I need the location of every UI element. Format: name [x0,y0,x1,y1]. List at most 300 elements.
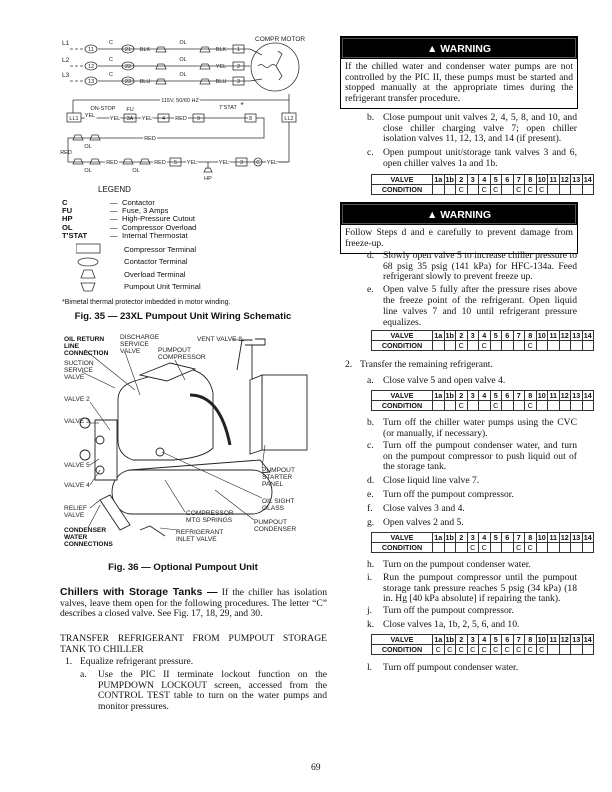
valve-condition [456,543,468,553]
valve-condition [582,185,594,195]
step-item [367,417,577,439]
valve-condition: C [456,185,468,195]
valve-condition [571,645,583,655]
ll2-terminal: LL2 [284,116,294,122]
valve-condition: C [456,401,468,411]
step-item [367,284,577,328]
pumpout-terminal-symbol [76,281,124,293]
valve-condition [536,543,548,553]
step-marker: f. [367,503,373,514]
step-marker: j. [367,605,373,616]
valve-number: 10 [537,391,546,400]
valve-table [371,532,594,553]
valve-table [371,330,594,351]
valve-number: 3 [467,391,479,401]
step-text: Turn on the pumpout condenser water. [383,559,531,570]
tstat-label: T'STAT [219,105,237,111]
ol-label: OL [84,168,92,174]
contactor-terminal-symbol [76,256,124,268]
line-label: L1 [62,40,70,47]
condition-row [372,543,594,553]
valve-number: 8 [525,391,537,401]
legend [62,199,196,240]
valve-condition: C [479,185,491,195]
contactor-label: C [109,57,113,63]
step-marker: 2. [345,359,353,370]
condition-row [372,185,594,195]
step-marker: a. [367,375,374,386]
warning-triangle-icon: ▲ [426,43,441,55]
wire-label: RED [144,136,156,142]
wire-label: BLK [215,47,227,53]
valve-number: 2 [456,635,468,645]
wire-label: YEL [109,116,121,122]
legend-symbol-row [62,243,201,256]
valve-condition: C [456,341,468,351]
valve-condition: C [490,401,502,411]
valve-header-label: VALVE [372,175,433,185]
ll1-terminal: LL1 [69,116,79,122]
step-text: Turn off pumpout condenser water. [383,662,519,673]
step-text: Turn off the pumpout compressor. [383,605,514,616]
ol-label: OL [179,40,187,46]
wire-label: RED [60,150,72,156]
legend-key: C [62,198,68,207]
condition-row [372,401,594,411]
valve-condition [433,185,445,195]
valve-number: 3 [467,331,479,341]
valve-table [371,390,594,411]
valve-condition [502,543,514,553]
valve-number: 1a [434,175,443,184]
valve-number: 3 [467,635,479,645]
step-item [367,440,577,473]
step-item [367,489,577,501]
valve-number: 3 [467,175,479,185]
step-item [367,517,577,529]
step-text: Close liquid line valve 7. [383,475,480,486]
valve-condition [536,401,548,411]
label-valve-3: VALVE 3 [64,418,90,425]
valve-number: 6 [502,331,514,341]
warning-header [341,203,577,225]
valve-number: 2 [456,533,468,543]
step-item [367,572,577,605]
step-text: Close valves 3 and 4. [383,503,465,514]
motor-terminal: 1 [236,47,241,53]
valve-number: 1b [445,533,454,542]
legend-dash: — [110,206,118,216]
step-text: Open valves 2 and 5. [383,517,464,528]
label-discharge-valve: DISCHARGE SERVICE VALVE [120,334,160,355]
valve-condition [502,185,514,195]
valve-condition: C [479,645,491,655]
step-text: Run the pumpout compressor until the pumpout storage tank pressure reaches 5 psig (34 kPa) (18 in. Hg [40 kPa absolute] if repairing the tank). [383,572,577,605]
legend-key: HP [62,214,73,224]
valve-condition: C [536,185,548,195]
valve-table [371,174,594,195]
condition-label: CONDITION [372,543,433,553]
valve-header-label: VALVE [372,331,433,341]
valve-number: 4 [479,533,491,543]
contactor-terminal: 12 [87,64,95,70]
step-item [367,250,577,283]
step-text: Use the PIC II terminate lockout function on the PUMPDOWN LOCKOUT screen, accessed from the CONTROL TEST table to turn on the water pumps and monitor pressures. [98,669,327,712]
valve-condition [582,645,594,655]
valve-condition [548,341,560,351]
valve-number: 6 [502,175,514,185]
valve-number: 6 [502,533,514,543]
legend-desc: Contactor Terminal [124,257,188,267]
valve-table [371,634,594,655]
valve-number: 1a [434,635,443,644]
procedure-title: TRANSFER REFRIGERANT FROM PUMPOUT STORAGE TANK TO CHILLER [60,633,327,655]
step-marker: c. [367,440,374,451]
valve-number: 8 [525,331,537,341]
wire-label: BLK [139,47,151,53]
line-label: L2 [62,57,70,64]
label-condenser-water: CONDENSER WATER CONNECTIONS [64,527,113,548]
step-marker: d. [367,475,375,486]
valve-number: 4 [479,331,491,341]
valve-number: 4 [479,175,491,185]
legend-dash: — [110,230,118,240]
label-mtg-springs: COMPRESSOR MTG SPRINGS [186,510,234,524]
valve-condition [467,185,479,195]
legend-symbol-row [62,268,201,281]
legend-title: LEGEND [98,185,131,194]
valve-condition [513,341,525,351]
valve-number: 4 [479,635,491,645]
condition-label: CONDITION [372,401,433,411]
wire-label: BLU [139,79,151,85]
hp-label: HP [204,176,212,182]
valve-condition [444,185,456,195]
step-item [367,147,577,169]
label-inlet-valve: REFRIGERANT INLET VALVE [176,529,224,543]
step-item [367,605,577,617]
valve-condition: C [502,645,514,655]
valve-condition: C [490,645,502,655]
valve-header-row [372,391,594,401]
valve-condition [582,543,594,553]
valve-number: 11 [549,331,558,340]
section-heading: Chillers with Storage Tanks — [60,586,218,598]
wiring-schematic [0,0,330,190]
valve-number: 5 [490,331,502,341]
valve-condition [548,645,560,655]
contactor-terminal: 11 [88,47,94,53]
valve-header-label: VALVE [372,635,433,645]
valve-number: 7 [513,175,525,185]
valve-header-row [372,533,594,543]
valve-number: 14 [583,391,592,400]
contactor-terminal: 22 [124,64,132,70]
fig36-caption: Fig. 36 — Optional Pumpout Unit [108,562,258,573]
wire-label: YEL [218,160,230,166]
valve-condition [433,543,445,553]
legend-desc: Fuse, 3 Amps [122,206,169,216]
valve-condition: C [513,543,525,553]
valve-number: 2 [456,331,468,341]
condition-label: CONDITION [372,341,433,351]
valve-condition [433,341,445,351]
step-item [367,375,577,387]
warning-header [341,37,577,59]
compressor-terminal-symbol [76,243,124,255]
valve-number: 6 [502,391,514,401]
valve-number: 7 [513,533,525,543]
valve-condition [559,341,571,351]
label-pumpout-compressor: PUMPOUT COMPRESSOR [158,347,206,361]
on-stop-switch-label: ON-STOP [90,106,116,112]
valve-number: 6 [502,635,514,645]
valve-number: 5 [490,635,502,645]
condition-row [372,645,594,655]
step-marker: g. [367,517,375,528]
valve-number: 8 [525,635,537,645]
contactor-coil: C [256,160,260,166]
fuse-value: 3A [126,116,134,122]
step-marker: h. [367,559,375,570]
valve-condition: C [479,341,491,351]
step-item [345,359,577,371]
valve-condition [548,401,560,411]
fuse-label: FU [126,107,134,113]
step-item [367,619,577,631]
warning-box [340,36,578,109]
valve-number: 13 [572,635,581,644]
label-oil-sight-glass: OIL SIGHT GLASS [262,498,295,512]
compr-motor-label: COMPR MOTOR [255,36,306,43]
legend-dash: — [110,214,118,224]
valve-condition [502,401,514,411]
warning-box [340,202,578,254]
overload-terminal-symbol [76,268,124,280]
valve-condition: C [490,185,502,195]
step-item [367,475,577,487]
page-number: 69 [311,762,321,773]
legend-symbol-row [62,281,201,294]
valve-number: 14 [583,635,592,644]
valve-condition [571,341,583,351]
label-valve-2: VALVE 2 [64,396,90,403]
valve-condition [548,543,560,553]
legend-key: T'STAT [62,230,88,240]
valve-number: 10 [537,331,546,340]
valve-condition: C [513,645,525,655]
valve-number: 11 [549,533,558,542]
valve-number: 5 [490,175,502,185]
valve-condition [467,341,479,351]
step-text: Turn off the chiller water pumps using the CVC (or manually, if necessary). [383,417,577,439]
step-marker: a. [80,669,87,680]
valve-condition [490,341,502,351]
legend-dash: — [110,198,118,207]
label-valve-4: VALVE 4 [64,482,90,489]
step-text: Close pumpout unit valves 2, 4, 5, 8, and 10, and close chiller charging valve 7; open chiller isolation valves 11, 12, 13, and 14 (if present). [383,112,577,145]
valve-number: 5 [490,391,502,401]
step-text: Close valve 5 and open valve 4. [383,375,506,386]
label-relief-valve: RELIEF VALVE [64,505,88,519]
valve-condition [502,341,514,351]
valve-condition [444,543,456,553]
step-marker: b. [367,417,375,428]
wire-label: YEL [141,116,153,122]
legend-desc: High-Pressure Cutout [122,214,196,224]
valve-number: 13 [572,391,581,400]
step-item [367,503,577,515]
valve-condition: C [467,543,479,553]
valve-number: 1b [445,331,454,340]
step-marker: i. [367,572,373,583]
valve-condition [536,341,548,351]
wire-label: RED [154,160,166,166]
valve-condition [433,401,445,411]
valve-number: 12 [560,635,569,644]
valve-header-row [372,175,594,185]
valve-condition: C [525,341,537,351]
step-marker: c. [367,147,374,158]
motor-terminal: 2 [236,64,241,70]
ol-label: OL [179,57,187,63]
terminal-5: 5 [173,160,178,166]
valve-condition [559,543,571,553]
valve-condition [571,543,583,553]
warning-title: WARNING [440,209,492,221]
valve-condition [582,341,594,351]
valve-condition: C [525,543,537,553]
label-starter-panel: PUMPOUT STARTER PANEL [262,467,295,488]
valve-header-row [372,635,594,645]
valve-header-row [372,331,594,341]
valve-condition: C [525,645,537,655]
legend-key: OL [62,222,73,232]
valve-number: 12 [560,331,569,340]
valve-number: 10 [537,635,546,644]
step-marker: e. [367,489,374,500]
condition-row [372,341,594,351]
valve-condition [582,401,594,411]
valve-number: 7 [513,391,525,401]
valve-condition: C [456,645,468,655]
step-marker: k. [367,619,375,630]
valve-condition [479,401,491,411]
valve-number: 12 [560,533,569,542]
valve-condition [571,401,583,411]
legend-dash: — [110,222,118,232]
warning-triangle-icon: ▲ [426,209,441,221]
valve-number: 5 [490,533,502,543]
valve-number: 4 [479,391,491,401]
legend-row [62,232,196,240]
valve-number: 1a [434,331,443,340]
label-oil-return: OIL RETURN LINE CONNECTION [64,336,109,357]
step-text: Close valves 1a, 1b, 2, 5, 6, and 10. [383,619,520,630]
valve-number: 12 [560,175,569,184]
step-text: Turn off the pumpout compressor. [383,489,514,500]
wire-label: RED [106,160,118,166]
valve-number: 2 [456,175,468,185]
warning-text: If the chilled water and condenser water pumps are not controlled by the PIC II, these pumps must be started and stopped manually at the appropriate times during the refrigerant transfer procedure. [345,61,573,104]
valve-number: 10 [537,533,546,542]
contactor-terminal: 13 [87,79,95,85]
step-marker: l. [367,662,373,673]
step-item [367,662,577,674]
label-suction-valve: SUCTION SERVICE VALVE [64,360,94,381]
terminal-8: 8 [248,116,253,122]
valve-condition [513,401,525,411]
valve-condition: C [536,645,548,655]
legend-desc: Compressor Terminal [124,244,197,254]
label-pumpout-condenser: PUMPOUT CONDENSER [254,519,297,533]
wire-label: BLU [215,79,227,85]
legend-key: FU [62,206,73,216]
valve-number: 2 [456,391,468,401]
valve-number: 14 [583,533,592,542]
legend-desc: Overload Terminal [124,269,186,279]
valve-number: 1b [445,391,454,400]
wire-label: YEL [215,64,227,70]
step-text: Slowly open valve 5 to increase chiller pressure to 68 psig 35 psig (141 kPa) for HFC-134a. Feed refrigerant slowly to prevent freeze up. [383,250,577,283]
valve-condition [444,401,456,411]
wire-label: YEL [266,160,278,166]
step-text: Open pumpout unit/storage tank valves 3 and 6, open chiller valves 1a and 1b. [383,147,577,169]
motor-terminal: 3 [236,79,241,85]
terminal-3: 3 [239,160,244,166]
valve-condition [467,401,479,411]
valve-number: 10 [537,175,546,184]
legend-desc: Pumpout Unit Terminal [124,282,201,292]
legend-symbol-row [62,256,201,269]
storage-tanks-intro [60,587,327,620]
valve-number: 7 [513,635,525,645]
warning-title: WARNING [440,43,492,55]
valve-header-label: VALVE [372,533,433,543]
condition-label: CONDITION [372,645,433,655]
legend-desc: Compressor Overload [122,222,197,232]
valve-number: 11 [549,391,558,400]
label-vent-valve: VENT VALVE 8 [197,336,243,343]
valve-header-label: VALVE [372,391,433,401]
supply-label: 115V, 50/60 HZ [161,98,199,104]
ol-label: OL [179,72,187,78]
valve-condition: C [513,185,525,195]
symbol-legend [62,243,201,293]
valve-condition [559,185,571,195]
valve-condition [559,645,571,655]
step-text: Transfer the remaining refrigerant. [360,359,493,370]
contactor-terminal: 21 [124,47,132,53]
valve-number: 11 [549,635,558,644]
step-text: Turn off the pumpout condenser water, and turn on the pumpout compressor to push liquid out of the storage tank. [383,440,577,473]
wire-label: YEL [186,160,198,166]
valve-condition: C [525,185,537,195]
step-text: Equalize refrigerant pressure. [80,656,194,667]
valve-condition: C [525,401,537,411]
valve-condition: C [467,645,479,655]
wire-label: RED [175,116,187,122]
step-item [367,112,577,145]
warning-text: Follow Steps d and e carefully to prevent damage from freeze-up. [345,227,573,249]
ol-label: OL [132,168,140,174]
contactor-label: C [109,72,113,78]
valve-number: 8 [525,533,537,543]
legend-desc: Contactor [122,198,155,207]
valve-condition: C [444,645,456,655]
valve-condition [559,401,571,411]
contactor-label: C [109,40,113,46]
